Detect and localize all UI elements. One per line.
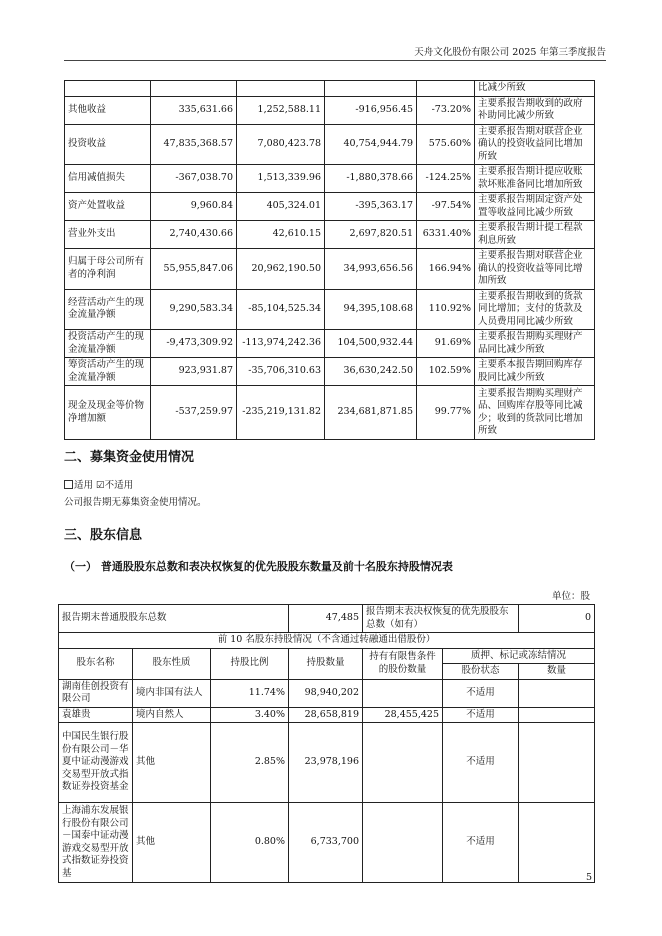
current-value: -367,038.70 xyxy=(151,165,237,193)
holding-ratio: 2.85% xyxy=(211,723,289,803)
change-rate: 166.94% xyxy=(417,249,475,290)
item-name: 营业外支出 xyxy=(65,221,151,249)
table-row xyxy=(65,124,595,165)
summary-value: 47,485 xyxy=(289,605,363,633)
shareholder-nature: 其他 xyxy=(133,803,211,883)
reason-cell: 主要系本报告期回购库存股同比减少所致 xyxy=(475,358,595,386)
prior-value: -235,219,131.82 xyxy=(237,386,325,440)
reason-cell: 主要系报告期收到的政府补助同比减少所致 xyxy=(475,96,595,124)
checked-box-icon: ☑ xyxy=(96,480,105,491)
preferred-label: 报告期末表决权恢复的优先股股东总数（如有） xyxy=(363,605,519,633)
restricted-shares: 28,455,425 xyxy=(363,707,443,723)
fundraising-note: 公司报告期无募集资金使用情况。 xyxy=(64,497,207,508)
prior-value: 20,962,190.50 xyxy=(237,249,325,290)
summary-label: 报告期末普通股股东总数 xyxy=(59,605,289,633)
table-row xyxy=(65,330,595,358)
item-name: 经营活动产生的现金流量净额 xyxy=(65,289,151,330)
prior-value: -85,104,525.34 xyxy=(237,289,325,330)
unit-label: 单位：股 xyxy=(551,591,590,602)
share-status: 不适用 xyxy=(443,707,519,723)
section-3-heading: 三、股东信息 xyxy=(64,528,143,543)
page-number: 5 xyxy=(585,872,592,883)
shareholder-table xyxy=(58,604,595,883)
table-row xyxy=(65,81,595,97)
section-2-heading: 二、募集资金使用情况 xyxy=(64,450,195,465)
prior-value: 1,513,339.96 xyxy=(237,165,325,193)
table-row xyxy=(65,165,595,193)
table-row xyxy=(65,96,595,124)
change-rate: -124.25% xyxy=(417,165,475,193)
item-name: 归属于母公司所有者的净利润 xyxy=(65,249,151,290)
change-amount: 104,500,932.44 xyxy=(325,330,417,358)
pledge-quantity xyxy=(519,679,595,707)
change-amount: 34,993,656.56 xyxy=(325,249,417,290)
unchecked-box-icon xyxy=(64,480,73,489)
current-value: 55,955,847.06 xyxy=(151,249,237,290)
change-amount: -395,363.17 xyxy=(325,193,417,221)
current-value: -537,259.97 xyxy=(151,386,237,440)
item-name: 投资活动产生的现金流量净额 xyxy=(65,330,151,358)
reason-cell: 比减少所致 xyxy=(475,81,595,97)
holding-ratio: 3.40% xyxy=(211,707,289,723)
header-row xyxy=(59,648,595,664)
holding-shares: 23,978,196 xyxy=(289,723,363,803)
preferred-value: 0 xyxy=(519,605,595,633)
item-name: 信用减值损失 xyxy=(65,165,151,193)
financial-change-table xyxy=(64,80,595,440)
shareholder-subheading: （一） 普通股股东总数和表决权恢复的优先股股东数量及前十名股东持股情况表 xyxy=(64,560,453,573)
current-value: 9,290,583.34 xyxy=(151,289,237,330)
shareholder-name: 袁雄贵 xyxy=(59,707,133,723)
prior-value: 42,610.15 xyxy=(237,221,325,249)
change-rate: 110.92% xyxy=(417,289,475,330)
prior-value: 1,252,588.11 xyxy=(237,96,325,124)
reason-cell: 主要系报告期购买理财产品同比减少所致 xyxy=(475,330,595,358)
shareholder-name: 中国民生银行股份有限公司－华夏中证动漫游戏交易型开放式指数证券投资基金 xyxy=(59,723,133,803)
restricted-shares xyxy=(363,803,443,883)
table-row xyxy=(65,221,595,249)
table-row xyxy=(65,289,595,330)
reason-cell: 主要系报告期对联营企业确认的投资收益等同比增加所致 xyxy=(475,249,595,290)
item-name: 现金及现金等价物净增加额 xyxy=(65,386,151,440)
share-status: 不适用 xyxy=(443,679,519,707)
change-rate: 102.59% xyxy=(417,358,475,386)
item-name: 其他收益 xyxy=(65,96,151,124)
prior-value: 7,080,423.78 xyxy=(237,124,325,165)
restricted-shares xyxy=(363,723,443,803)
change-amount: 234,681,871.85 xyxy=(325,386,417,440)
header-divider xyxy=(64,60,606,61)
holding-shares: 6,733,700 xyxy=(289,803,363,883)
reason-cell: 主要系报告期计提应收账款坏账准备同比增加所致 xyxy=(475,165,595,193)
reason-cell: 主要系报告期购买理财产品、回购库存股等同比减少；收到的货款同比增加所致 xyxy=(475,386,595,440)
summary-row xyxy=(59,605,595,633)
top10-title-row xyxy=(59,633,595,649)
current-value: 47,835,368.57 xyxy=(151,124,237,165)
reason-cell: 主要系报告期计提工程款利息所致 xyxy=(475,221,595,249)
shareholder-nature: 其他 xyxy=(133,723,211,803)
table-row xyxy=(65,386,595,440)
current-value: 923,931.87 xyxy=(151,358,237,386)
table-row xyxy=(59,707,595,723)
prior-value: -35,706,310.63 xyxy=(237,358,325,386)
col-header-quantity: 数量 xyxy=(519,664,595,680)
table-row xyxy=(59,679,595,707)
change-rate: 91.69% xyxy=(417,330,475,358)
shareholder-nature: 境内自然人 xyxy=(133,707,211,723)
report-header-title: 天舟文化股份有限公司 2025 年第三季度报告 xyxy=(414,47,606,58)
item-name: 投资收益 xyxy=(65,124,151,165)
col-header-restricted: 持有有限售条件的股份数量 xyxy=(363,648,443,679)
col-header-shares: 持股数量 xyxy=(289,648,363,679)
change-rate: 575.60% xyxy=(417,124,475,165)
prior-value: -113,974,242.36 xyxy=(237,330,325,358)
pledge-quantity xyxy=(519,707,595,723)
prior-value: 405,324.01 xyxy=(237,193,325,221)
change-rate: 99.77% xyxy=(417,386,475,440)
item-name: 资产处置收益 xyxy=(65,193,151,221)
col-header-status: 股份状态 xyxy=(443,664,519,680)
col-header-pledge: 质押、标记或冻结情况 xyxy=(443,648,595,664)
col-header-ratio: 持股比例 xyxy=(211,648,289,679)
reason-cell: 主要系报告期对联营企业确认的投资收益同比增加所致 xyxy=(475,124,595,165)
top10-title: 前 10 名股东持股情况（不含通过转融通出借股份） xyxy=(59,633,595,649)
table-row xyxy=(59,803,595,883)
holding-shares: 28,658,819 xyxy=(289,707,363,723)
shareholder-name: 湖南佳创投资有限公司 xyxy=(59,679,133,707)
change-amount: -1,880,378.66 xyxy=(325,165,417,193)
shareholder-nature: 境内非国有法人 xyxy=(133,679,211,707)
current-value: -9,473,309.92 xyxy=(151,330,237,358)
change-amount: 40,754,944.79 xyxy=(325,124,417,165)
pledge-quantity xyxy=(519,723,595,803)
share-status: 不适用 xyxy=(443,803,519,883)
change-rate: 6331.40% xyxy=(417,221,475,249)
current-value: 9,960.84 xyxy=(151,193,237,221)
table-row xyxy=(65,193,595,221)
current-value: 2,740,430.66 xyxy=(151,221,237,249)
share-status: 不适用 xyxy=(443,723,519,803)
table-row xyxy=(65,358,595,386)
current-value: 335,631.66 xyxy=(151,96,237,124)
holding-shares: 98,940,202 xyxy=(289,679,363,707)
reason-cell: 主要系报告期固定资产处置等收益同比减少所致 xyxy=(475,193,595,221)
holding-ratio: 11.74% xyxy=(211,679,289,707)
change-amount: 36,630,242.50 xyxy=(325,358,417,386)
shareholder-name: 上海浦东发展银行股份有限公司－国泰中证动漫游戏交易型开放式指数证券投资基 xyxy=(59,803,133,883)
col-header-nature: 股东性质 xyxy=(133,648,211,679)
change-amount: 94,395,108.68 xyxy=(325,289,417,330)
item-name: 筹资活动产生的现金流量净额 xyxy=(65,358,151,386)
col-header-name: 股东名称 xyxy=(59,648,133,679)
table-row xyxy=(59,723,595,803)
holding-ratio: 0.80% xyxy=(211,803,289,883)
change-amount: -916,956.45 xyxy=(325,96,417,124)
change-rate: -97.54% xyxy=(417,193,475,221)
applicability-line xyxy=(64,477,133,491)
pledge-quantity xyxy=(519,803,595,883)
table-row xyxy=(65,249,595,290)
reason-cell: 主要系报告期收到的货款同比增加；支付的货款及人员费用同比减少所致 xyxy=(475,289,595,330)
not-applicable-label: 不适用 xyxy=(104,480,134,491)
change-amount: 2,697,820.51 xyxy=(325,221,417,249)
change-rate: -73.20% xyxy=(417,96,475,124)
applicable-label: 适用 xyxy=(74,480,94,491)
restricted-shares xyxy=(363,679,443,707)
